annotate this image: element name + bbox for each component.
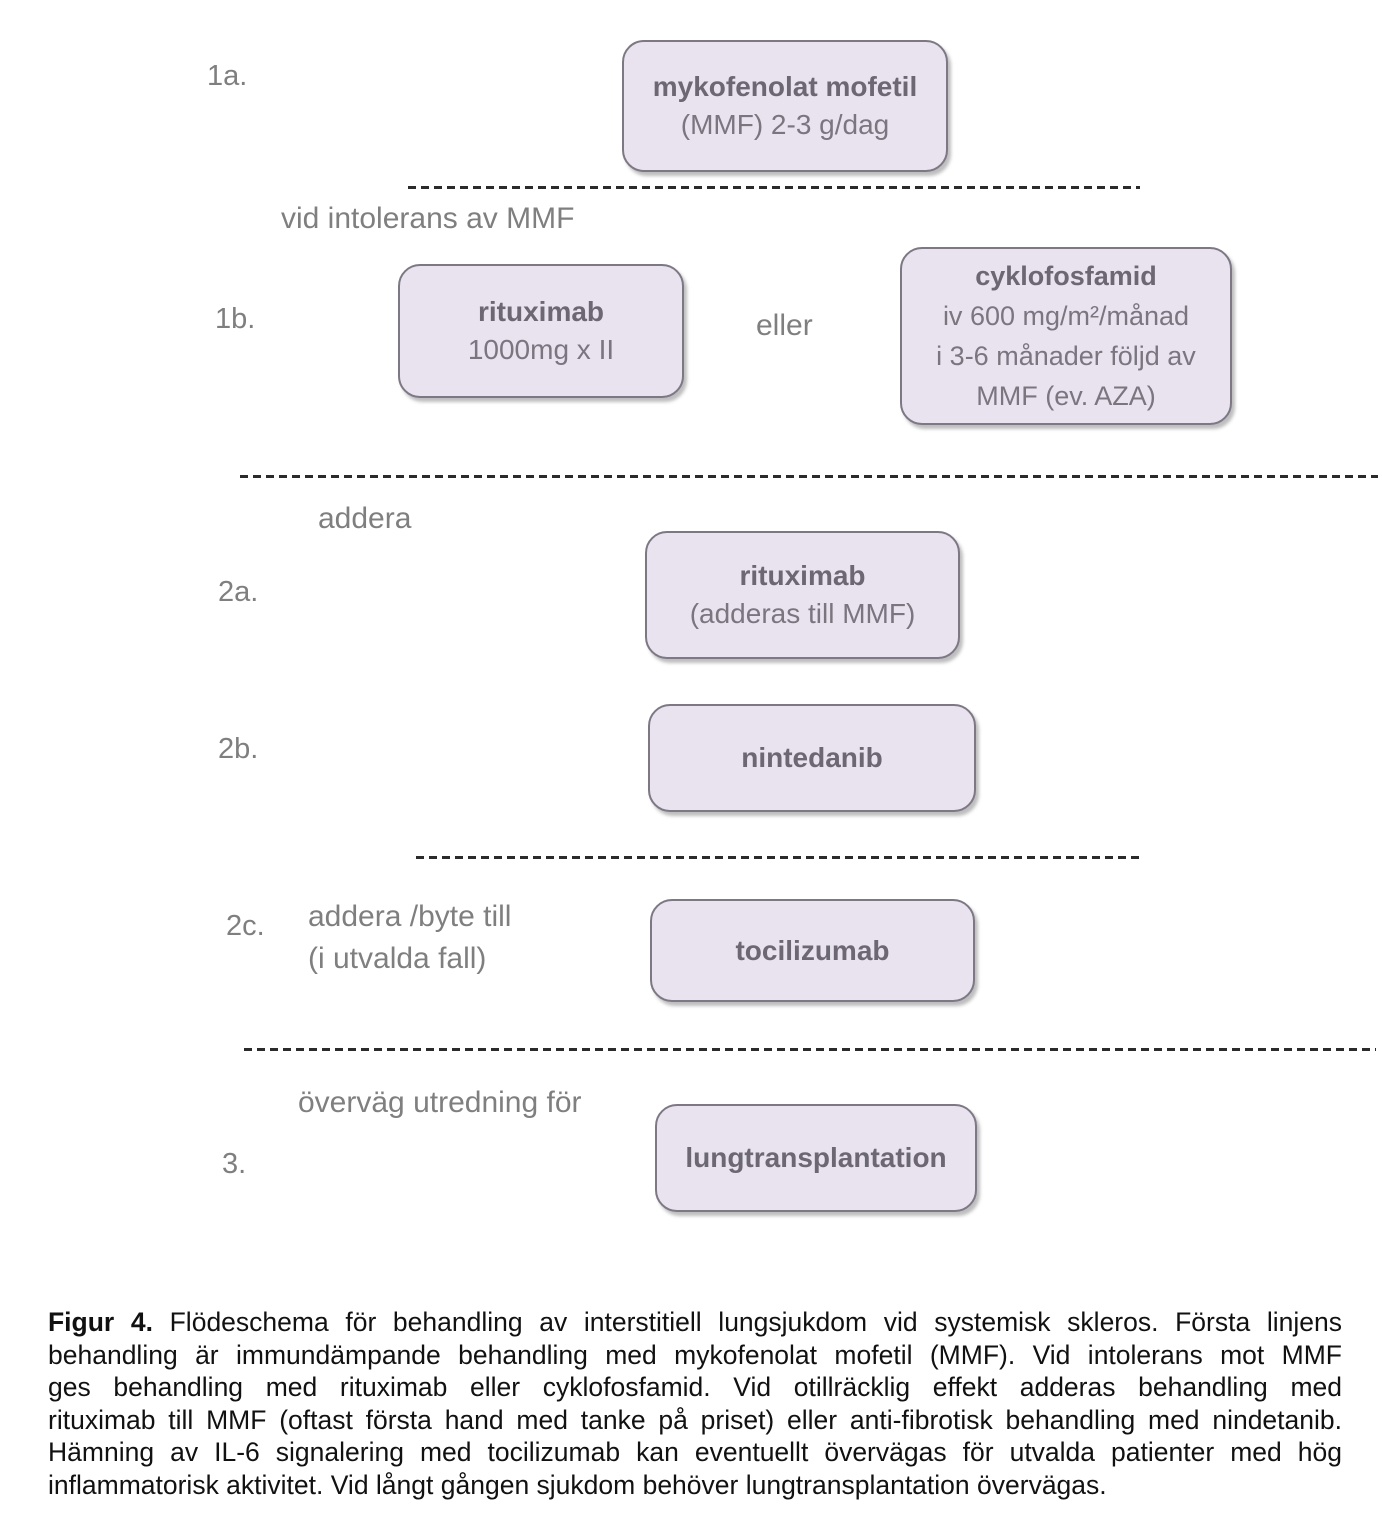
treatment-box-nintedanib-title: nintedanib [741,742,883,773]
treatment-box-rituximab-2a-subtitle: (adderas till MMF) [689,598,916,629]
figure-caption [48,1306,1342,1501]
step-label-2c: 2c. [226,910,265,942]
treatment-box-rituximab-1b-title: rituximab [477,296,605,327]
treatment-box-lungtransplantation-title: lungtransplantation [685,1142,947,1173]
caption-line-6: inflammatorisk aktivitet. Vid långt gången sjukdom behöver lungtransplantation övervägas. [48,1469,1107,1500]
treatment-box-cyklofosfamid [900,247,1232,425]
treatment-box-cyklofosfamid-line2: i 3-6 månader följd av [936,341,1196,371]
dashed-divider-4 [244,1048,1376,1051]
step-label-1b: 1b. [215,303,256,335]
note-vid-intolerans: vid intolerans av MMF [281,202,575,235]
dashed-divider-3 [416,856,1140,859]
step-label-1a: 1a. [207,60,248,92]
treatment-box-cyklofosfamid-line1: iv 600 mg/m²/månad [942,301,1190,331]
caption-line-1: Figur 4. Flödeschema för behandling av interstitiell lungsjukdom vid systemisk skleros. Första linjens [48,1307,1342,1337]
caption-line-5: Hämning av IL-6 signalering med tocilizumab kan eventuellt övervägas för utvalda patienter med hög [48,1437,1342,1467]
note-overvag-utredning: överväg utredning för [298,1086,582,1119]
caption-line-3: ges behandling med rituximab eller cyklofosfamid. Vid otillräcklig effekt adderas behandling med [48,1372,1342,1402]
treatment-box-mmf-title: mykofenolat mofetil [652,71,918,102]
step-label-2a: 2a. [218,576,259,608]
step-label-3: 3. [222,1148,247,1180]
treatment-box-rituximab-2a-title: rituximab [739,560,866,591]
treatment-box-rituximab-2a [645,531,960,659]
caption-line-2: behandling är immundämpande behandling med mykofenolat mofetil (MMF). Vid intolerans mot MMF [48,1339,1342,1370]
note-addera-byte-till-line2: (i utvalda fall) [308,942,487,975]
treatment-box-mmf [622,40,948,172]
treatment-box-mmf-subtitle: (MMF) 2-3 g/dag [680,109,890,140]
treatment-box-cyklofosfamid-title: cyklofosfamid [975,261,1157,291]
note-addera: addera [318,502,412,535]
treatment-box-nintedanib [648,704,976,812]
treatment-box-tocilizumab-title: tocilizumab [735,934,890,966]
note-addera-byte-till [308,896,511,980]
dashed-divider-2 [240,475,1378,478]
treatment-box-lungtransplantation [655,1104,977,1212]
treatment-box-cyklofosfamid-line3: MMF (ev. AZA) [976,381,1156,411]
dashed-divider-1 [408,186,1140,189]
step-label-2b: 2b. [218,733,259,765]
caption-figure-label: Figur 4. [48,1307,153,1337]
note-addera-byte-till-line1: addera /byte till [308,900,512,933]
caption-line-4: rituximab till MMF (oftast första hand med tanke på priset) eller anti-fibrotisk behandling med nindetanib. [48,1404,1342,1435]
treatment-box-rituximab-1b-subtitle: 1000mg x II [467,334,615,365]
treatment-box-tocilizumab [650,899,975,1002]
treatment-box-rituximab-1b [398,264,684,398]
connector-eller: eller [756,309,813,342]
